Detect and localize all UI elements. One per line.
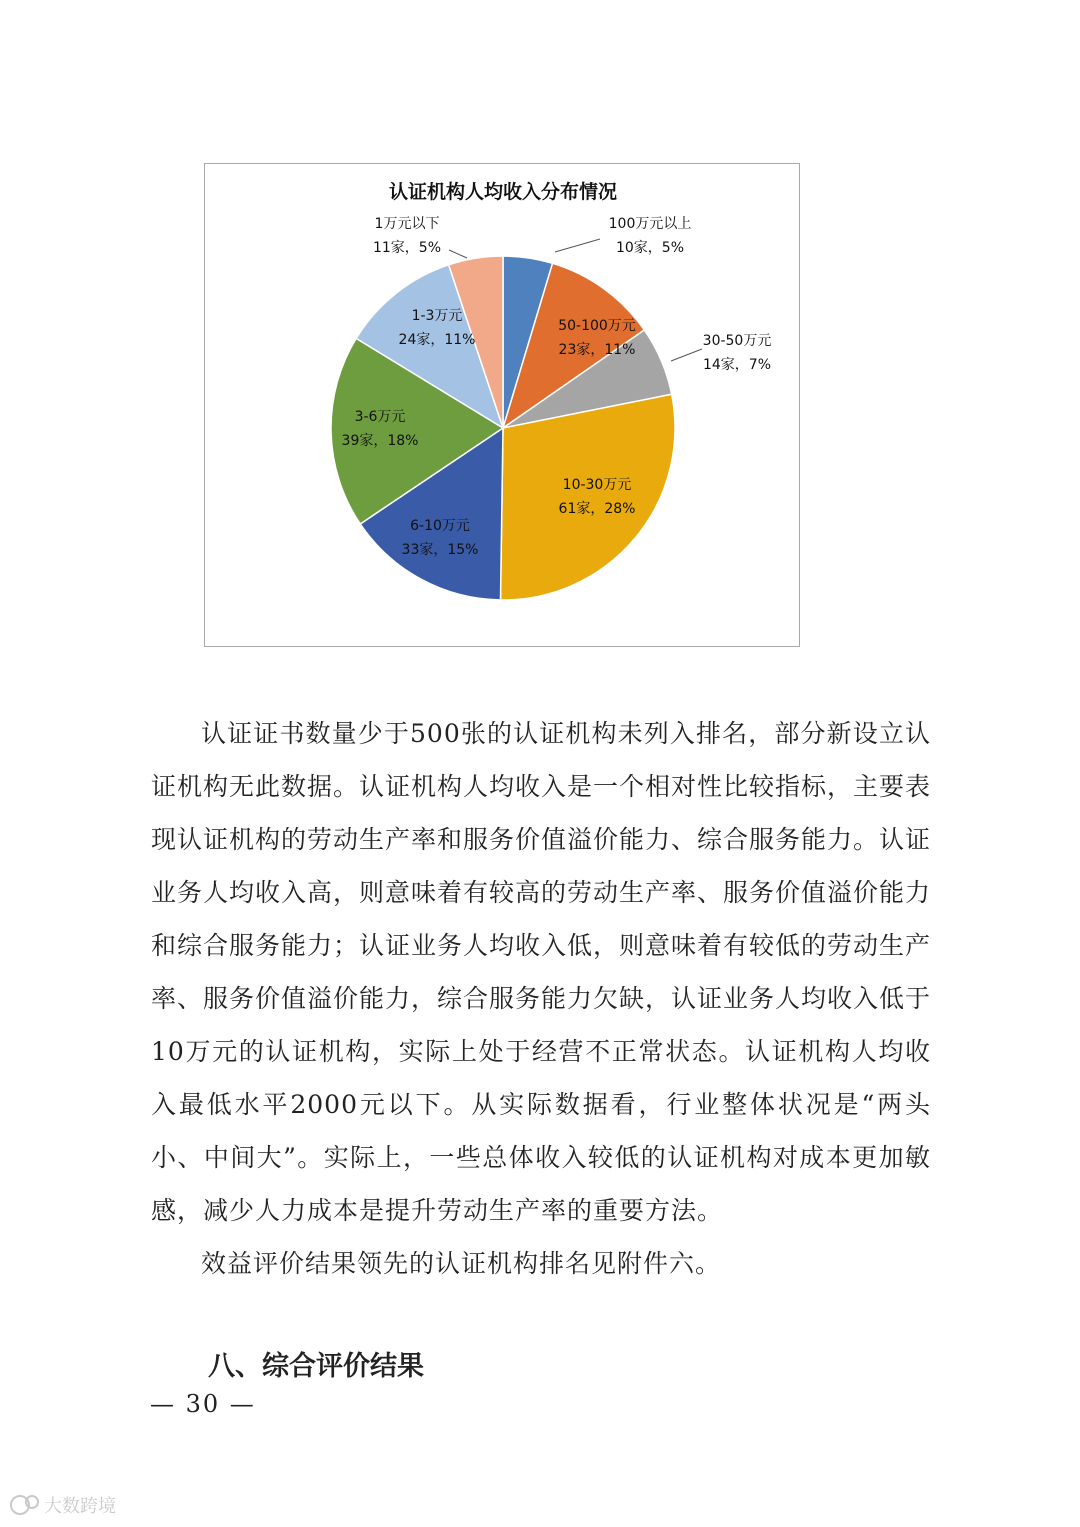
leader-line-1	[555, 239, 600, 252]
slice-name-label-6: 3-6万元	[354, 409, 406, 425]
slice-value-label-2: 23家，11%	[558, 342, 636, 358]
slice-name-label-7: 1-3万元	[411, 308, 463, 324]
slice-name-label-4: 10-30万元	[562, 477, 632, 493]
pie-chart	[204, 163, 800, 647]
slice-value-label-8: 11家，5%	[372, 240, 442, 256]
leader-line-3	[671, 349, 702, 361]
pie-chart-canvas	[205, 164, 801, 648]
body-paragraph: 效益评价结果领先的认证机构排名见附件六。	[201, 1249, 722, 1278]
body-text	[151, 707, 931, 1290]
chart-title: 认证机构人均收入分布情况	[388, 181, 618, 203]
section-heading: 八、综合评价结果	[208, 1351, 424, 1382]
page-number: — 30 —	[150, 1390, 256, 1418]
watermark-logo	[8, 1490, 148, 1520]
slice-value-label-1: 10家，5%	[615, 240, 685, 256]
pie-slice-4	[500, 394, 675, 600]
slice-value-label-7: 24家，11%	[398, 332, 476, 348]
body-paragraph: 认证证书数量少于500张的认证机构未列入排名，部分新设立认证机构无此数据。认证机构人均收入是一个相对性比较指标，主要表现认证机构的劳动生产率和服务价值溢价能力、综合服务能力。认证业务人均收入高，则意味着有较高的劳动生产率、服务价值溢价能力和综合服务能力；认证业务人均收入低，则意味着有较低的劳动生产率、服务价值溢价能力，综合服务能力欠缺，认证业务人均收入低于10万元的认证机构，实际上处于经营不正常状态。认证机构人均收入最低水平2000元以下。从实际数据看，行业整体状况是“两头小、中间大”。实际上，一些总体收入较低的认证机构对成本更加敏感，减少人力成本是提升劳动生产率的重要方法。	[151, 719, 932, 1225]
slice-value-label-3: 14家，7%	[702, 357, 772, 373]
slice-name-label-1: 100万元以上	[608, 216, 692, 232]
slice-name-label-8: 1万元以下	[374, 216, 440, 232]
slice-name-label-2: 50-100万元	[558, 318, 636, 334]
slice-name-label-3: 30-50万元	[702, 333, 772, 349]
watermark-text: 大数跨境	[44, 1496, 116, 1517]
slice-name-label-5: 6-10万元	[410, 518, 470, 534]
slice-value-label-6: 39家，18%	[341, 433, 419, 449]
leader-line-8	[449, 250, 467, 258]
slice-value-label-5: 33家，15%	[401, 542, 479, 558]
slice-value-label-4: 61家，28%	[558, 501, 636, 517]
